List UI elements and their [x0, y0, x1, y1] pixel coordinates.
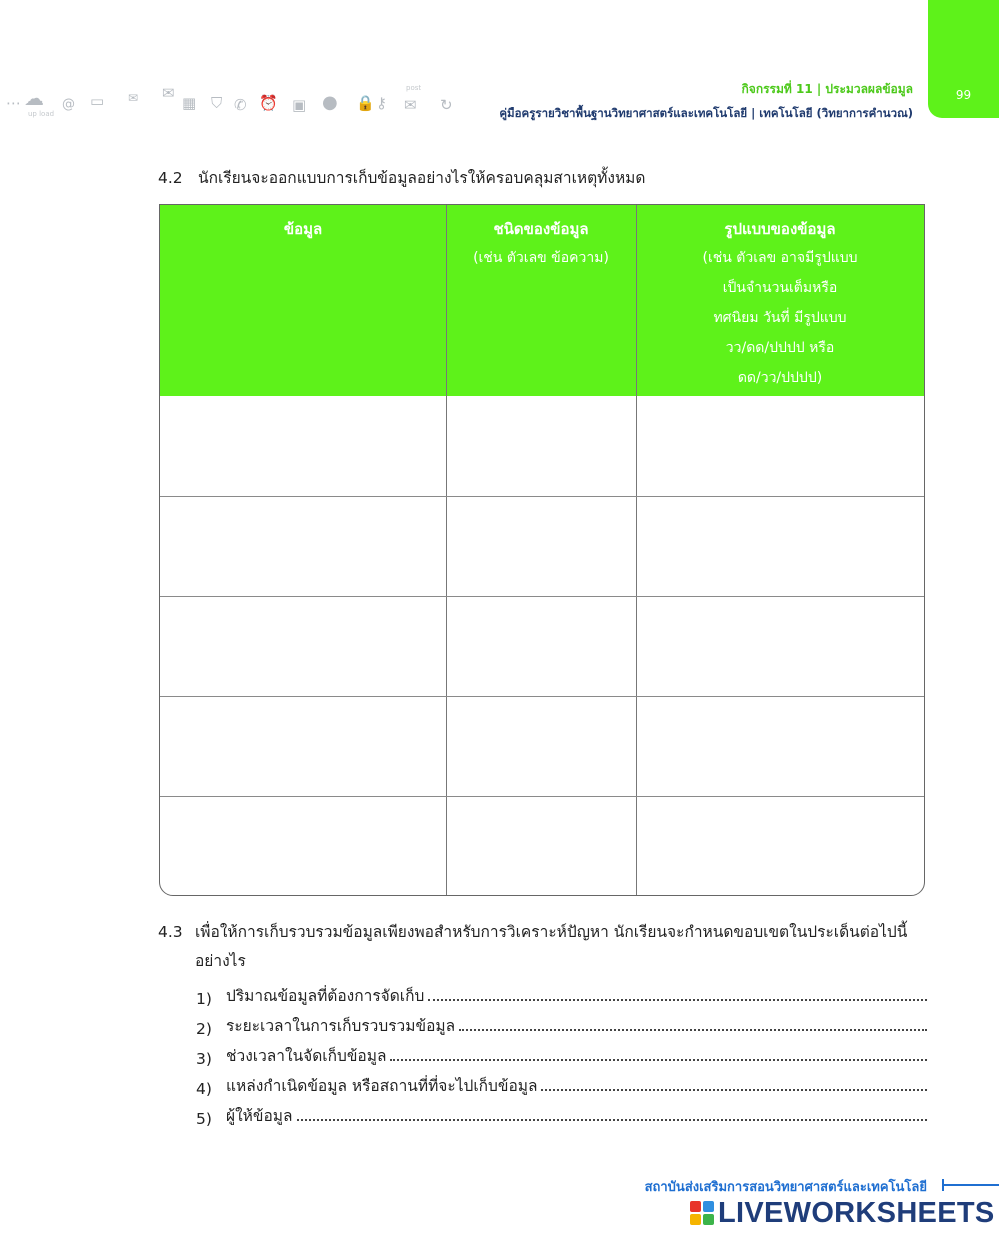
speech-bubble-icon: ●	[322, 92, 338, 113]
row-divider	[160, 796, 924, 797]
row-divider	[160, 696, 924, 697]
logo-tile	[703, 1214, 714, 1225]
image-icon: ▣	[292, 96, 307, 114]
key-icon: ⚷	[376, 94, 387, 112]
row-divider	[160, 596, 924, 597]
list-item: 4) แหล่งกำเนิดข้อมูล หรือสถานที่ที่จะไปเก็บข้อมูล	[196, 1068, 927, 1098]
envelope-open-icon: ✉	[162, 84, 175, 102]
institute-name: สถาบันส่งเสริมการสอนวิทยาศาสตร์และเทคโนโลยี	[644, 1180, 927, 1195]
column-header-data-format: รูปแบบของข้อมูล (เช่น ตัวเลข อาจมีรูปแบบ เป็นจำนวนเต็มหรือ ทศนิยม วันที่ มีรูปแบบ วว/ดด/ปปปป หรือ ดด/วว/ปปปป)	[636, 205, 924, 396]
activity-title: กิจกรรมที่ 11 | ประมวลผลข้อมูล	[741, 82, 913, 96]
answer-line[interactable]	[428, 999, 927, 1001]
answer-list	[196, 978, 927, 1128]
mail-icon: ✉	[128, 91, 139, 105]
upload-label: up load	[28, 110, 55, 118]
answer-line[interactable]	[459, 1029, 927, 1031]
lock-icon: 🔒	[356, 94, 375, 112]
logo-text: LIVEWORKSHEETS	[718, 1196, 995, 1229]
footer-rule-tick	[942, 1179, 944, 1191]
footer-rule	[942, 1184, 999, 1186]
column-header-data-type: ชนิดของข้อมูล (เช่น ตัวเลข ข้อความ)	[446, 205, 636, 396]
column-note-line: (เช่น ตัวเลข อาจมีรูปแบบ	[702, 250, 858, 266]
list-item: 5) ผู้ให้ข้อมูล	[196, 1098, 927, 1128]
logo-mark-icon	[690, 1201, 714, 1225]
page-number: 99	[955, 88, 972, 102]
question-number: 4.3	[158, 923, 183, 941]
map-icon: ▦	[182, 94, 197, 112]
logo-tile	[690, 1201, 701, 1212]
decorative-icon-strip	[6, 84, 453, 126]
column-note-line: ทศนิยม วันที่ มีรูปแบบ	[713, 310, 847, 326]
column-note: (เช่น ตัวเลข ข้อความ)	[473, 250, 609, 266]
question-text: เพื่อให้การเก็บรวบรวมข้อมูลเพียงพอสำหรับการวิเคราะห์ปัญหา นักเรียนจะกำหนดขอบเขตในประเด็นต่อไปนี้อย่างไร	[195, 923, 908, 970]
column-note-line: เป็นจำนวนเต็มหรือ	[722, 280, 838, 296]
column-divider	[446, 205, 447, 895]
chat-icon: ▭	[90, 92, 105, 110]
question-text: นักเรียนจะออกแบบการเก็บข้อมูลอย่างไรให้ครอบคลุมสาเหตุทั้งหมด	[198, 169, 646, 187]
liveworksheets-logo[interactable]	[690, 1197, 995, 1229]
question-number: 4.2	[158, 169, 183, 187]
envelope-icon: ✉	[404, 96, 417, 114]
phone-icon: ✆	[234, 96, 247, 114]
cloud-upload-icon: ☁	[24, 86, 44, 110]
list-item: 1) ปริมาณข้อมูลที่ต้องการจัดเก็บ	[196, 978, 927, 1008]
shield-icon: ⛉	[211, 94, 223, 112]
answer-line[interactable]	[297, 1119, 928, 1121]
book-title: คู่มือครูรายวิชาพื้นฐานวิทยาศาสตร์และเทคโนโลยี | เทคโนโลยี (วิทยาการคำนวณ)	[499, 106, 913, 120]
data-design-table	[159, 204, 925, 896]
alarm-clock-icon: ⏰	[259, 94, 278, 112]
column-note-line: วว/ดด/ปปปป หรือ	[725, 340, 835, 356]
logo-tile	[703, 1201, 714, 1212]
logo-tile	[690, 1214, 701, 1225]
list-item: 3) ช่วงเวลาในจัดเก็บข้อมูล	[196, 1038, 927, 1068]
question-4-2	[158, 165, 645, 190]
refresh-icon: ↻	[440, 96, 453, 114]
column-header-data: ข้อมูล	[283, 220, 323, 238]
at-sign-icon: @	[62, 97, 75, 112]
column-divider	[636, 205, 637, 895]
column-note-line: ดด/วว/ปปปป)	[737, 370, 823, 386]
row-divider	[160, 496, 924, 497]
answer-line[interactable]	[541, 1089, 927, 1091]
post-label: post	[406, 84, 422, 92]
dots-icon: ⋯	[6, 94, 21, 112]
answer-line[interactable]	[390, 1059, 927, 1061]
list-item: 2) ระยะเวลาในการเก็บรวบรวมข้อมูล	[196, 1008, 927, 1038]
